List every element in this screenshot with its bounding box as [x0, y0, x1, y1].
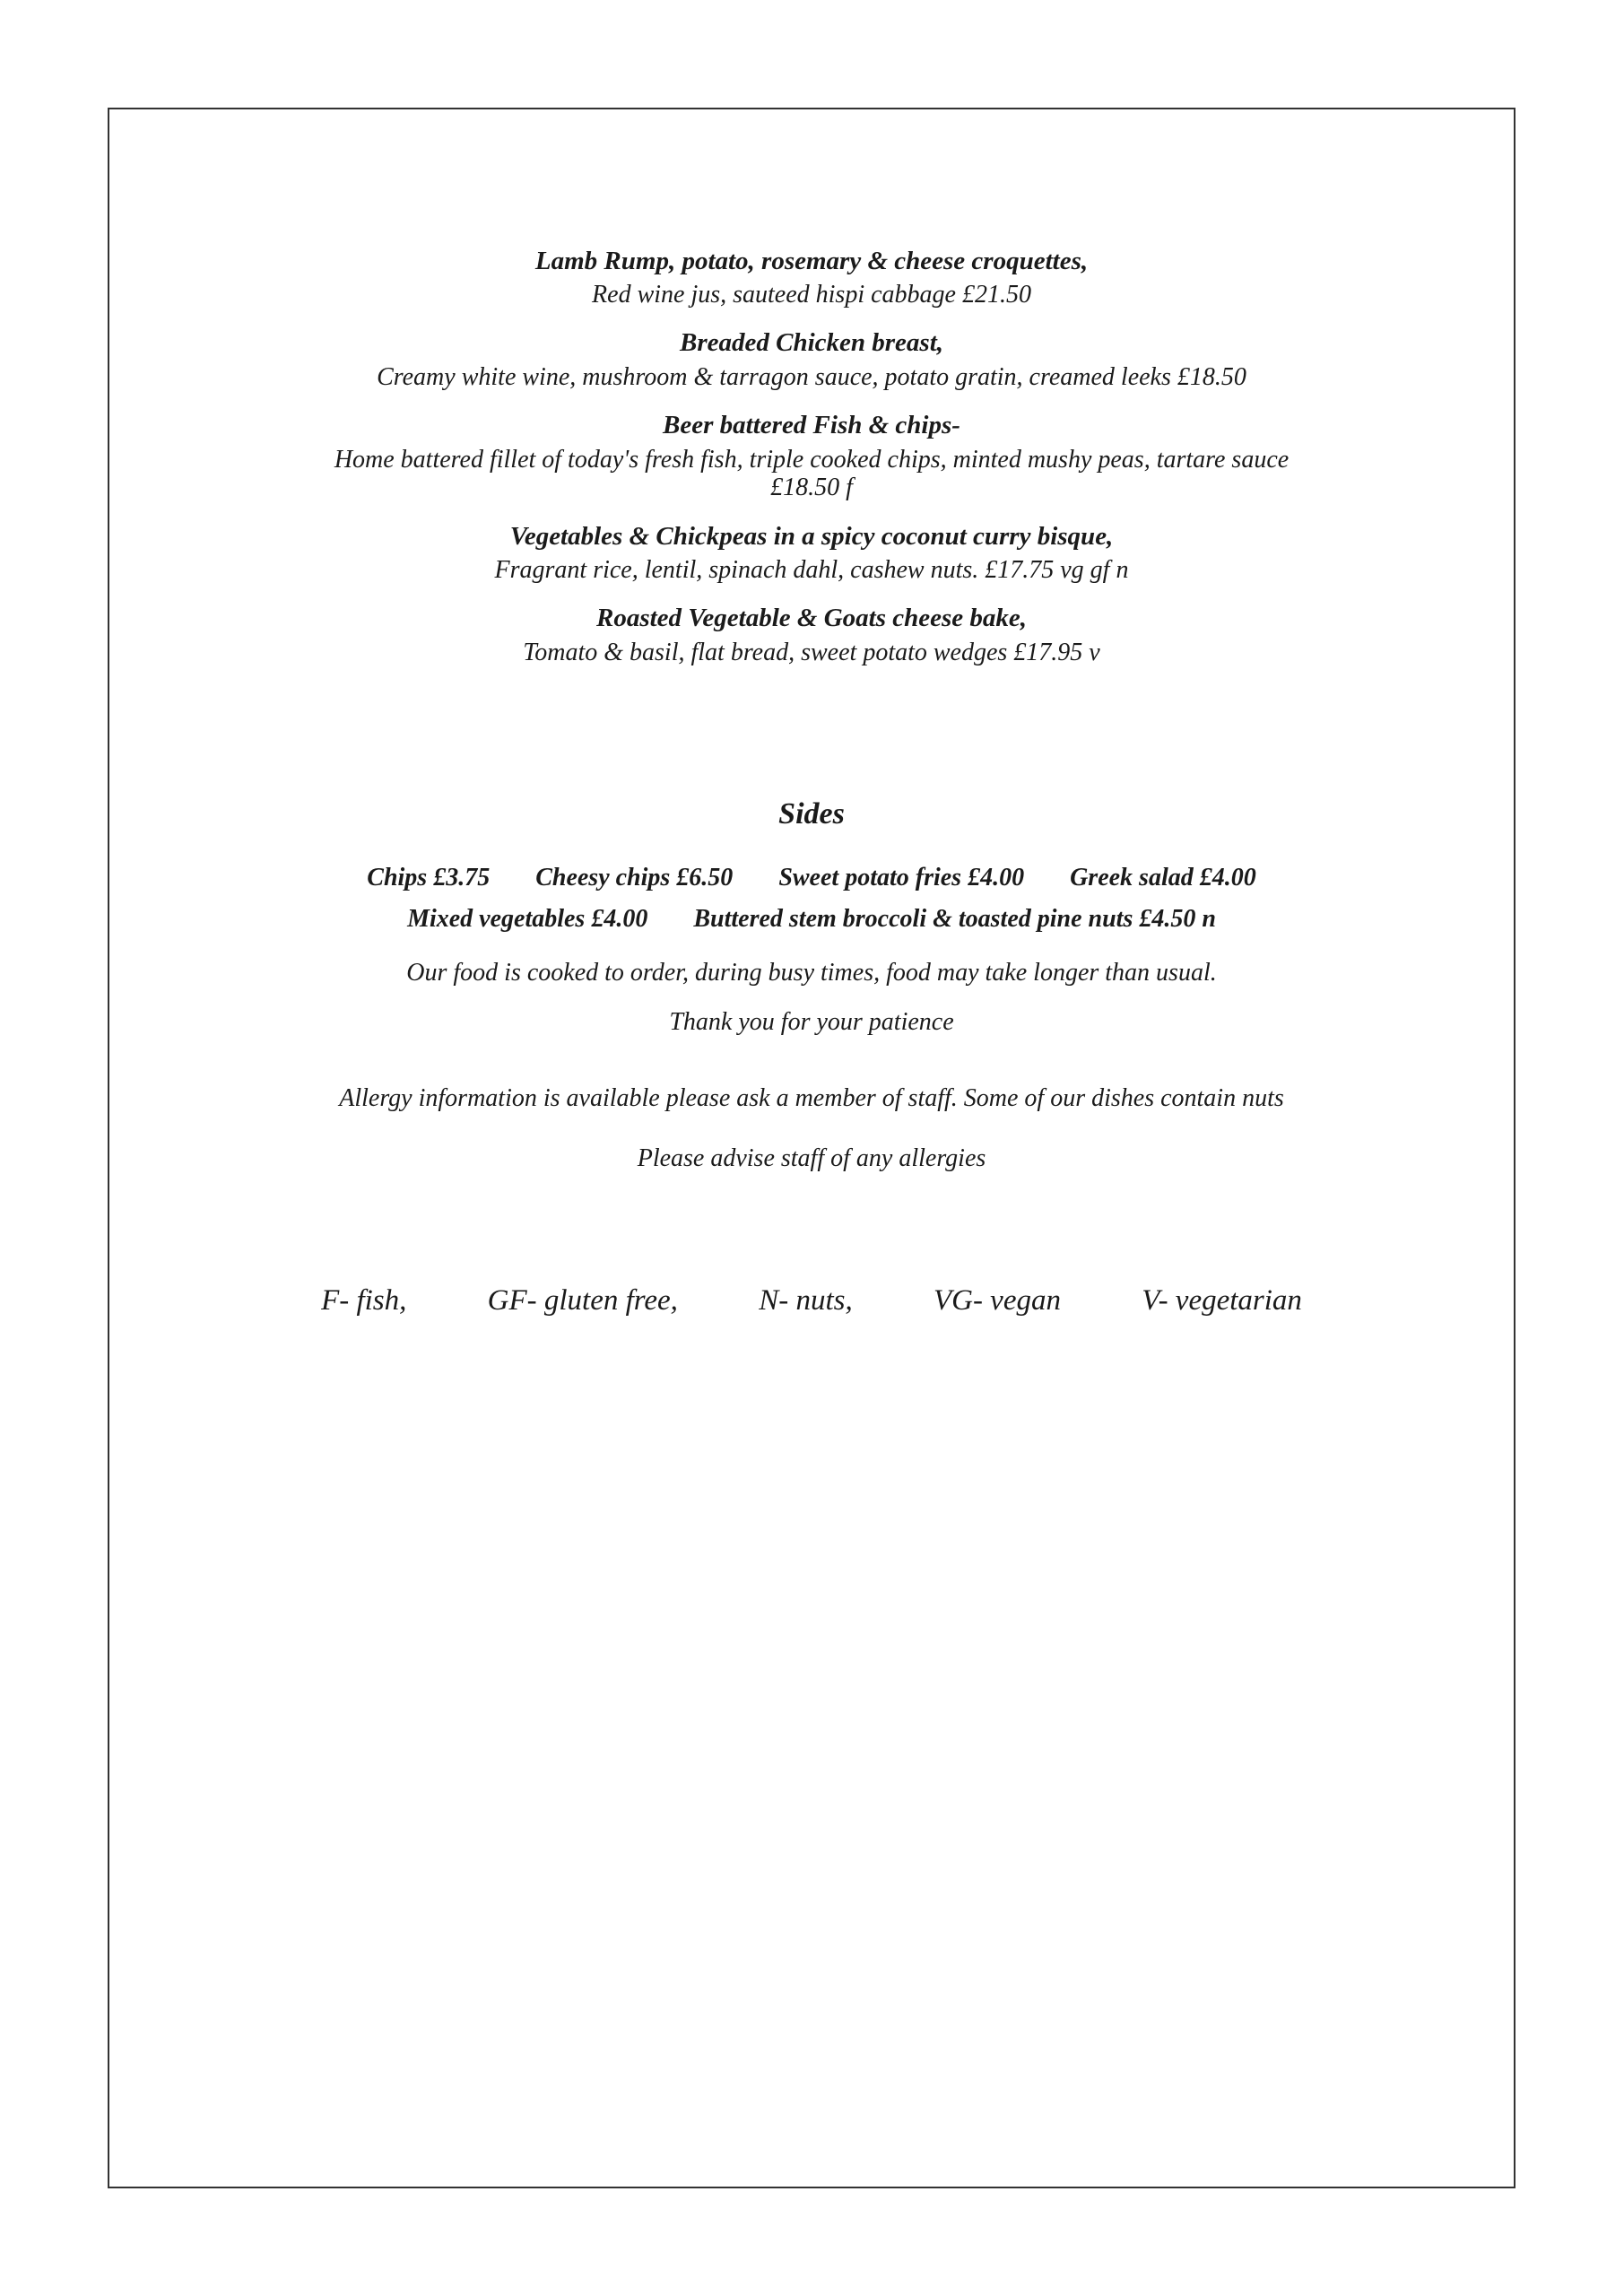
- thanks-note: Thank you for your patience: [669, 1008, 954, 1036]
- dietary-legend: [108, 1286, 1515, 1316]
- dish-description-continued: £18.50 f: [770, 474, 853, 501]
- dish-description: Creamy white wine, mushroom & tarragon sauce, potato gratin, creamed leeks £18.50: [377, 363, 1246, 391]
- legend-item-vegetarian: V- vegetarian: [1142, 1284, 1302, 1317]
- sides-row: [108, 907, 1515, 932]
- cooked-to-order-note: Our food is cooked to order, during busy times, food may take longer than usual.: [406, 959, 1217, 987]
- legend-item-vegan: VG- vegan: [933, 1284, 1061, 1317]
- dish-title: Vegetables & Chickpeas in a spicy coconut curry bisque,: [509, 522, 1114, 551]
- side-item: Buttered stem broccoli & toasted pine nuts £4.50 n: [693, 905, 1216, 933]
- dish-description: Tomato & basil, flat bread, sweet potato wedges £17.95 v: [523, 639, 1100, 666]
- allergy-info-note: Allergy information is available please ask a member of staff. Some of our dishes contain nuts: [339, 1084, 1284, 1112]
- side-item: Chips £3.75: [367, 864, 491, 891]
- dish-description: Home battered fillet of today's fresh fish, triple cooked chips, minted mushy peas, tartare sauce: [334, 446, 1290, 474]
- legend-item-fish: F- fish,: [321, 1284, 407, 1317]
- dish-title: Lamb Rump, potato, rosemary & cheese croquettes,: [534, 247, 1089, 275]
- legend-item-gluten-free: GF- gluten free,: [487, 1284, 678, 1317]
- dish-description: Red wine jus, sauteed hispi cabbage £21.50: [592, 281, 1031, 309]
- side-item: Cheesy chips £6.50: [535, 864, 734, 891]
- sides-heading: Sides: [778, 797, 845, 831]
- side-item: Mixed vegetables £4.00: [407, 905, 648, 933]
- side-item: Sweet potato fries £4.00: [778, 864, 1025, 891]
- legend-item-nuts: N- nuts,: [759, 1284, 853, 1317]
- dish-title: Breaded Chicken breast,: [679, 328, 944, 357]
- dish-title: Roasted Vegetable & Goats cheese bake,: [595, 604, 1028, 632]
- dish-description: Fragrant rice, lentil, spinach dahl, cashew nuts. £17.75 vg gf n: [494, 556, 1129, 584]
- dish-title: Beer battered Fish & chips-: [663, 411, 960, 439]
- sides-row: [108, 865, 1515, 891]
- side-item: Greek salad £4.00: [1070, 864, 1256, 891]
- advise-allergies-note: Please advise staff of any allergies: [637, 1144, 986, 1172]
